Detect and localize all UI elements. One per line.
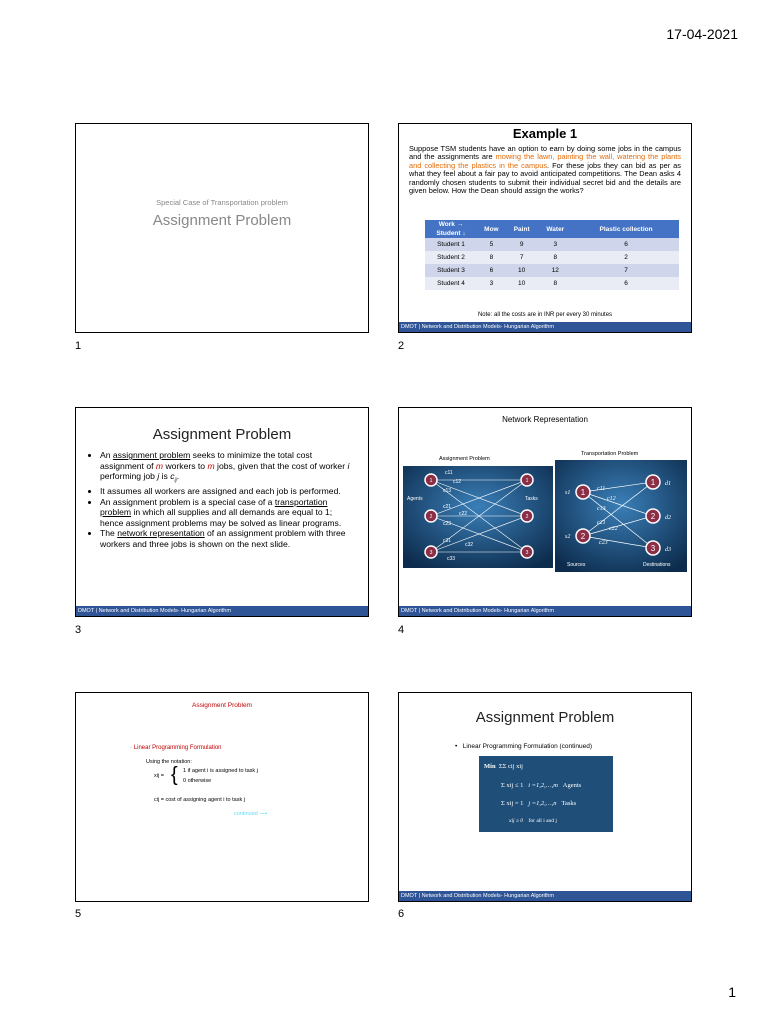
tasks-label: Tasks bbox=[525, 496, 538, 502]
task-label: 2 bbox=[525, 514, 529, 520]
edge-label: c13 bbox=[443, 488, 452, 494]
slide-5-bullet: ▫ Linear Programming Formulation bbox=[130, 745, 222, 751]
page-number: 1 bbox=[728, 984, 736, 1000]
bullet-marker-icon: ▫ bbox=[130, 745, 134, 751]
destination-number: 3 bbox=[650, 544, 656, 553]
assignment-network bbox=[403, 466, 553, 568]
slide-6-title: Assignment Problem bbox=[475, 709, 615, 726]
transportation-heading: Transportation Problem bbox=[581, 451, 639, 457]
xij-label: xij = bbox=[154, 773, 164, 779]
edge-label: c13 bbox=[597, 506, 606, 512]
task-label: 3 bbox=[525, 550, 529, 556]
case-zero: 0 otherwise bbox=[183, 778, 212, 784]
edge-label: c12 bbox=[607, 496, 616, 502]
slide-5-title: Assignment Problem bbox=[192, 702, 252, 709]
slide-5 bbox=[75, 692, 369, 902]
continued-link[interactable]: continued ⟶ bbox=[234, 811, 268, 817]
edge-label: c23 bbox=[443, 521, 452, 527]
slide-4-number: 4 bbox=[398, 624, 405, 636]
column-header: Plastic collection bbox=[573, 220, 679, 238]
destination-label: d3 bbox=[665, 547, 671, 553]
case-one: 1 if agent i is assigned to task j bbox=[183, 768, 258, 774]
table-row: Student 2 8 7 8 2 bbox=[425, 251, 679, 264]
bid-table bbox=[425, 220, 679, 290]
nonnegativity: xij ≥ 0 for all i and j bbox=[509, 818, 557, 824]
column-header: Water bbox=[538, 220, 574, 238]
slide-4-title: Network Representation bbox=[502, 415, 588, 424]
slide-2-highlight: mowing the lawn, painting the wall, watering the plants and collecting the plastics in the campus bbox=[409, 152, 681, 170]
table-row: Student 4 3 10 8 6 bbox=[425, 277, 679, 290]
column-header: Paint bbox=[506, 220, 538, 238]
slide-6 bbox=[398, 692, 692, 902]
bullet-item: • It assumes all workers are assigned and each job is performed. bbox=[100, 486, 354, 497]
destinations-caption: Destinations bbox=[643, 562, 671, 568]
brace-icon: { bbox=[171, 764, 178, 786]
agent-label: 1 bbox=[429, 478, 433, 484]
slide-2 bbox=[398, 123, 692, 333]
destination-label: d2 bbox=[665, 515, 671, 521]
edge-label: c31 bbox=[443, 538, 452, 544]
slide-1-number: 1 bbox=[75, 340, 82, 352]
slide-footer: DMOT | Network and Distribution Models- Hungarian Algorithm bbox=[76, 606, 368, 616]
edge-label: c23 bbox=[599, 540, 608, 546]
slide-3-number: 3 bbox=[75, 624, 82, 636]
bullet-marker-icon: • bbox=[455, 743, 463, 750]
edge-label: c33 bbox=[447, 556, 456, 562]
cij-definition: cij = cost of assigning agent i to task j bbox=[154, 797, 245, 803]
agent-label: 2 bbox=[429, 514, 433, 520]
source-label: s2 bbox=[565, 534, 571, 540]
destination-label: d1 bbox=[665, 481, 671, 487]
slide-3-title: Assignment Problem bbox=[152, 426, 292, 443]
source-label: s1 bbox=[565, 490, 571, 496]
page-date: 17-04-2021 bbox=[666, 26, 738, 42]
arrow-right-icon: ⟶ bbox=[257, 811, 268, 817]
slide-2-number: 2 bbox=[398, 340, 405, 352]
objective: Min ΣΣ cij xij bbox=[484, 763, 523, 770]
bullet-item: • The network representation of an assignment problem with three workers and three jobs is shown on the next slide. bbox=[100, 528, 354, 549]
slide-2-note: Note: all the costs are in INR per every 30 minutes bbox=[477, 312, 613, 318]
transportation-network bbox=[555, 460, 687, 572]
agents-label: Agents bbox=[407, 496, 423, 502]
edge-label: c21 bbox=[597, 520, 606, 526]
table-header-row: Work → Student ↓ Mow Paint Water Plastic collection bbox=[425, 220, 679, 238]
slide-footer: DMOT | Network and Distribution Models- Hungarian Algorithm bbox=[399, 322, 691, 332]
table-row: Student 3 6 10 12 7 bbox=[425, 264, 679, 277]
table-row: Student 1 5 9 3 6 bbox=[425, 238, 679, 251]
slide-5-number: 5 bbox=[75, 908, 82, 920]
edge-label: c11 bbox=[597, 486, 606, 492]
task-label: 1 bbox=[525, 478, 529, 484]
assignment-heading: Assignment Problem bbox=[439, 456, 490, 462]
bullet-item: • An assignment problem seeks to minimize the total cost assignment of m workers to m jobs, given that the cost of worker i performing job j is $c_{ij}$. bbox=[100, 450, 354, 486]
edge-label: c11 bbox=[445, 470, 453, 476]
slide-6-number: 6 bbox=[398, 908, 405, 920]
slide-6-bullet: • Linear Programming Formulation (continued) bbox=[455, 743, 593, 750]
destination-number: 2 bbox=[650, 512, 656, 521]
column-header: Mow bbox=[477, 220, 506, 238]
slide-3-bullets bbox=[76, 450, 354, 549]
slide-footer: DMOT | Network and Distribution Models- Hungarian Algorithm bbox=[399, 891, 691, 901]
edge-label: c22 bbox=[459, 511, 468, 517]
lp-formulation-box bbox=[479, 756, 613, 832]
bullet-item: • An assignment problem is a special case of a transportation problem in which all supplies and all demands are equal to 1; hence assignment problems may be solved as linear programs. bbox=[100, 497, 354, 529]
sources-caption: Sources bbox=[567, 562, 586, 568]
slide-footer: DMOT | Network and Distribution Models- Hungarian Algorithm bbox=[399, 606, 691, 616]
slide-1-subtitle: Special Case of Transportation problem bbox=[156, 198, 288, 207]
slide-4 bbox=[398, 407, 692, 617]
slide-1-title: Assignment Problem bbox=[152, 212, 292, 229]
agent-label: 3 bbox=[429, 550, 433, 556]
slide-2-title: Example 1 bbox=[512, 126, 578, 141]
slide-1 bbox=[75, 123, 369, 333]
edge-label: c22 bbox=[609, 526, 618, 532]
task-constraint: Σ xij = 1 j =1,2,…,n Tasks bbox=[501, 800, 577, 807]
destination-number: 1 bbox=[650, 478, 656, 487]
slide-5-notation: Using the notation: bbox=[146, 759, 192, 765]
edge-label: c32 bbox=[465, 542, 474, 548]
edge-label: c21 bbox=[443, 504, 452, 510]
slide-3 bbox=[75, 407, 369, 617]
slide-2-paragraph: Suppose TSM students have an option to earn by doing some jobs in the campus and the assignments are mowing the lawn, painting the wall, watering the plants and collecting the plastics in the campus. For these jobs they can bid as per as what they feel about a fair pay to avoid anticipated competitions. The Dean asks 4 randomly chosen students to submit their individual secret bid and the details are given below. How the Dean should assign the works? bbox=[409, 144, 681, 196]
edge-label: c12 bbox=[453, 479, 462, 485]
agent-constraint: Σ xij ≤ 1 i =1,2,…,m Agents bbox=[501, 782, 582, 789]
source-number: 1 bbox=[580, 488, 586, 497]
source-number: 2 bbox=[580, 532, 586, 541]
